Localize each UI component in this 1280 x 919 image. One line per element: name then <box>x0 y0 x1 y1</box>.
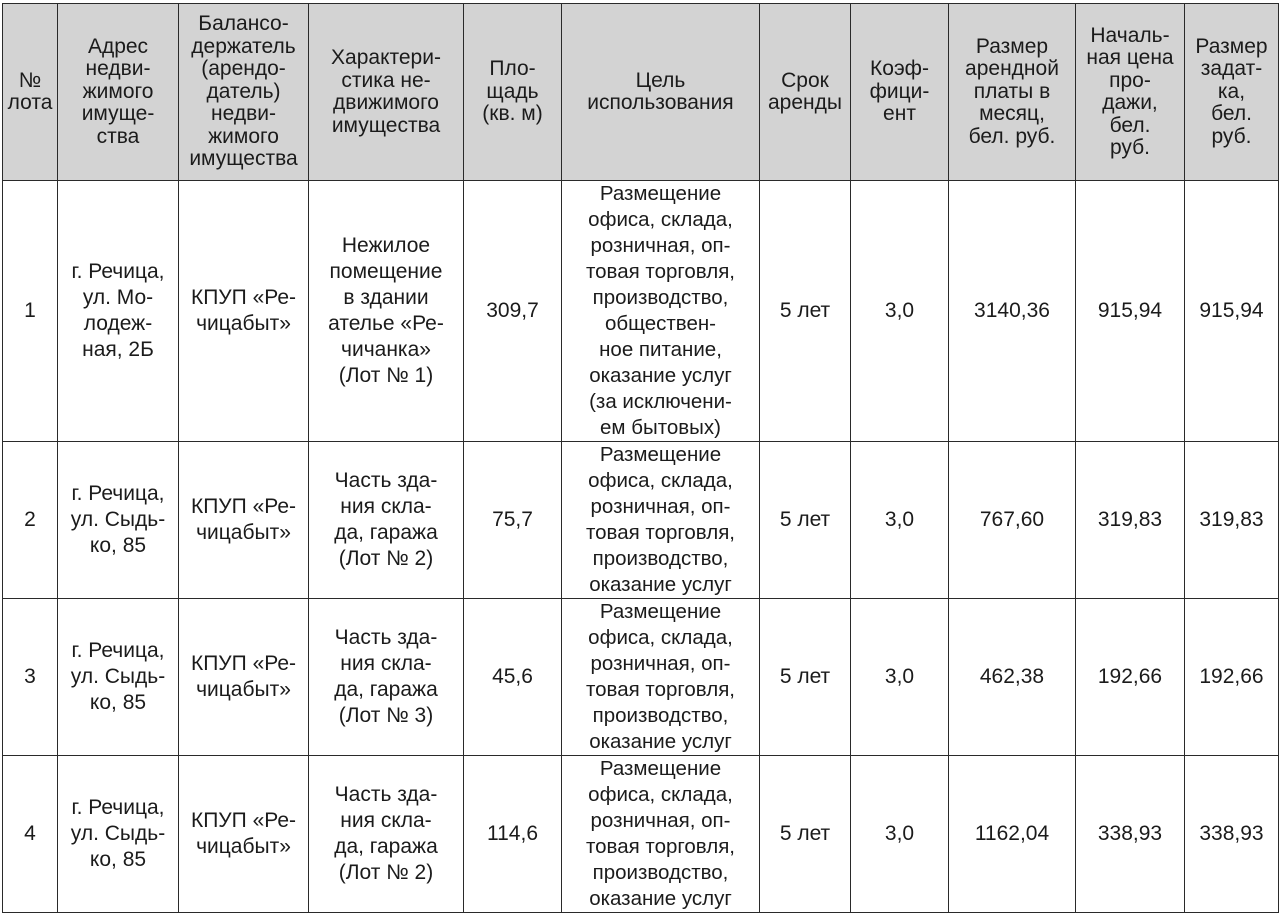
cell-coefficient: 3,0 <box>851 756 949 913</box>
header-property-description: Характери- стика не- движимого имущества <box>309 4 464 181</box>
cell-balance-holder: КПУП «Ре- чицабыт» <box>179 442 309 599</box>
header-lot-number: № лота <box>3 4 58 181</box>
table-row <box>3 181 1279 442</box>
cell-lot-number: 1 <box>3 181 58 442</box>
cell-area: 75,7 <box>464 442 562 599</box>
cell-balance-holder: КПУП «Ре- чицабыт» <box>179 599 309 756</box>
cell-monthly-rent: 3140,36 <box>949 181 1076 442</box>
table-row <box>3 756 1279 913</box>
cell-lease-term: 5 лет <box>760 442 851 599</box>
cell-property-description: Часть зда- ния скла- да, гаража (Лот № 2) <box>309 756 464 913</box>
cell-lot-number: 2 <box>3 442 58 599</box>
cell-purpose: Размещение офиса, склада, розничная, оп- товая торговля, производство, оказание услуг <box>562 599 760 756</box>
header-monthly-rent: Размер арендной платы в месяц, бел. руб. <box>949 4 1076 181</box>
cell-deposit: 192,66 <box>1185 599 1279 756</box>
cell-deposit: 319,83 <box>1185 442 1279 599</box>
cell-address: г. Речица, ул. Сыдь- ко, 85 <box>58 442 179 599</box>
cell-purpose: Размещение офиса, склада, розничная, оп- товая торговля, производство, обществен- ное питание, оказание услуг (за исключени- ем бытовых) <box>562 181 760 442</box>
cell-property-description: Часть зда- ния скла- да, гаража (Лот № 3) <box>309 599 464 756</box>
cell-address: г. Речица, ул. Сыдь- ко, 85 <box>58 599 179 756</box>
cell-starting-price: 192,66 <box>1076 599 1185 756</box>
header-deposit: Размер задат- ка, бел. руб. <box>1185 4 1279 181</box>
cell-starting-price: 915,94 <box>1076 181 1185 442</box>
cell-area: 45,6 <box>464 599 562 756</box>
cell-deposit: 915,94 <box>1185 181 1279 442</box>
cell-balance-holder: КПУП «Ре- чицабыт» <box>179 756 309 913</box>
cell-deposit: 338,93 <box>1185 756 1279 913</box>
header-area: Пло- щадь (кв. м) <box>464 4 562 181</box>
cell-area: 309,7 <box>464 181 562 442</box>
cell-property-description: Часть зда- ния скла- да, гаража (Лот № 2) <box>309 442 464 599</box>
cell-balance-holder: КПУП «Ре- чицабыт» <box>179 181 309 442</box>
cell-purpose: Размещение офиса, склада, розничная, оп- товая торговля, производство, оказание услуг <box>562 756 760 913</box>
cell-coefficient: 3,0 <box>851 442 949 599</box>
cell-lease-term: 5 лет <box>760 599 851 756</box>
header-address: Адрес недви- жимого имуще- ства <box>58 4 179 181</box>
cell-lot-number: 4 <box>3 756 58 913</box>
cell-lot-number: 3 <box>3 599 58 756</box>
cell-starting-price: 338,93 <box>1076 756 1185 913</box>
header-purpose: Цель использования <box>562 4 760 181</box>
cell-coefficient: 3,0 <box>851 181 949 442</box>
lots-table <box>2 3 1279 913</box>
cell-starting-price: 319,83 <box>1076 442 1185 599</box>
cell-monthly-rent: 1162,04 <box>949 756 1076 913</box>
cell-lease-term: 5 лет <box>760 181 851 442</box>
table-row <box>3 442 1279 599</box>
cell-area: 114,6 <box>464 756 562 913</box>
cell-monthly-rent: 462,38 <box>949 599 1076 756</box>
cell-monthly-rent: 767,60 <box>949 442 1076 599</box>
header-balance-holder: Балансо- держатель (арендо- датель) недви- жимого имущества <box>179 4 309 181</box>
cell-lease-term: 5 лет <box>760 756 851 913</box>
header-row <box>3 4 1279 181</box>
cell-purpose: Размещение офиса, склада, розничная, оп- товая торговля, производство, оказание услуг <box>562 442 760 599</box>
header-starting-price: Началь- ная цена про- дажи, бел. руб. <box>1076 4 1185 181</box>
header-coefficient: Коэф- фици- ент <box>851 4 949 181</box>
cell-property-description: Нежилое помещение в здании ателье «Ре- чичанка» (Лот № 1) <box>309 181 464 442</box>
cell-address: г. Речица, ул. Сыдь- ко, 85 <box>58 756 179 913</box>
header-lease-term: Срок аренды <box>760 4 851 181</box>
table-row <box>3 599 1279 756</box>
cell-coefficient: 3,0 <box>851 599 949 756</box>
cell-address: г. Речица, ул. Мо- лодеж- ная, 2Б <box>58 181 179 442</box>
